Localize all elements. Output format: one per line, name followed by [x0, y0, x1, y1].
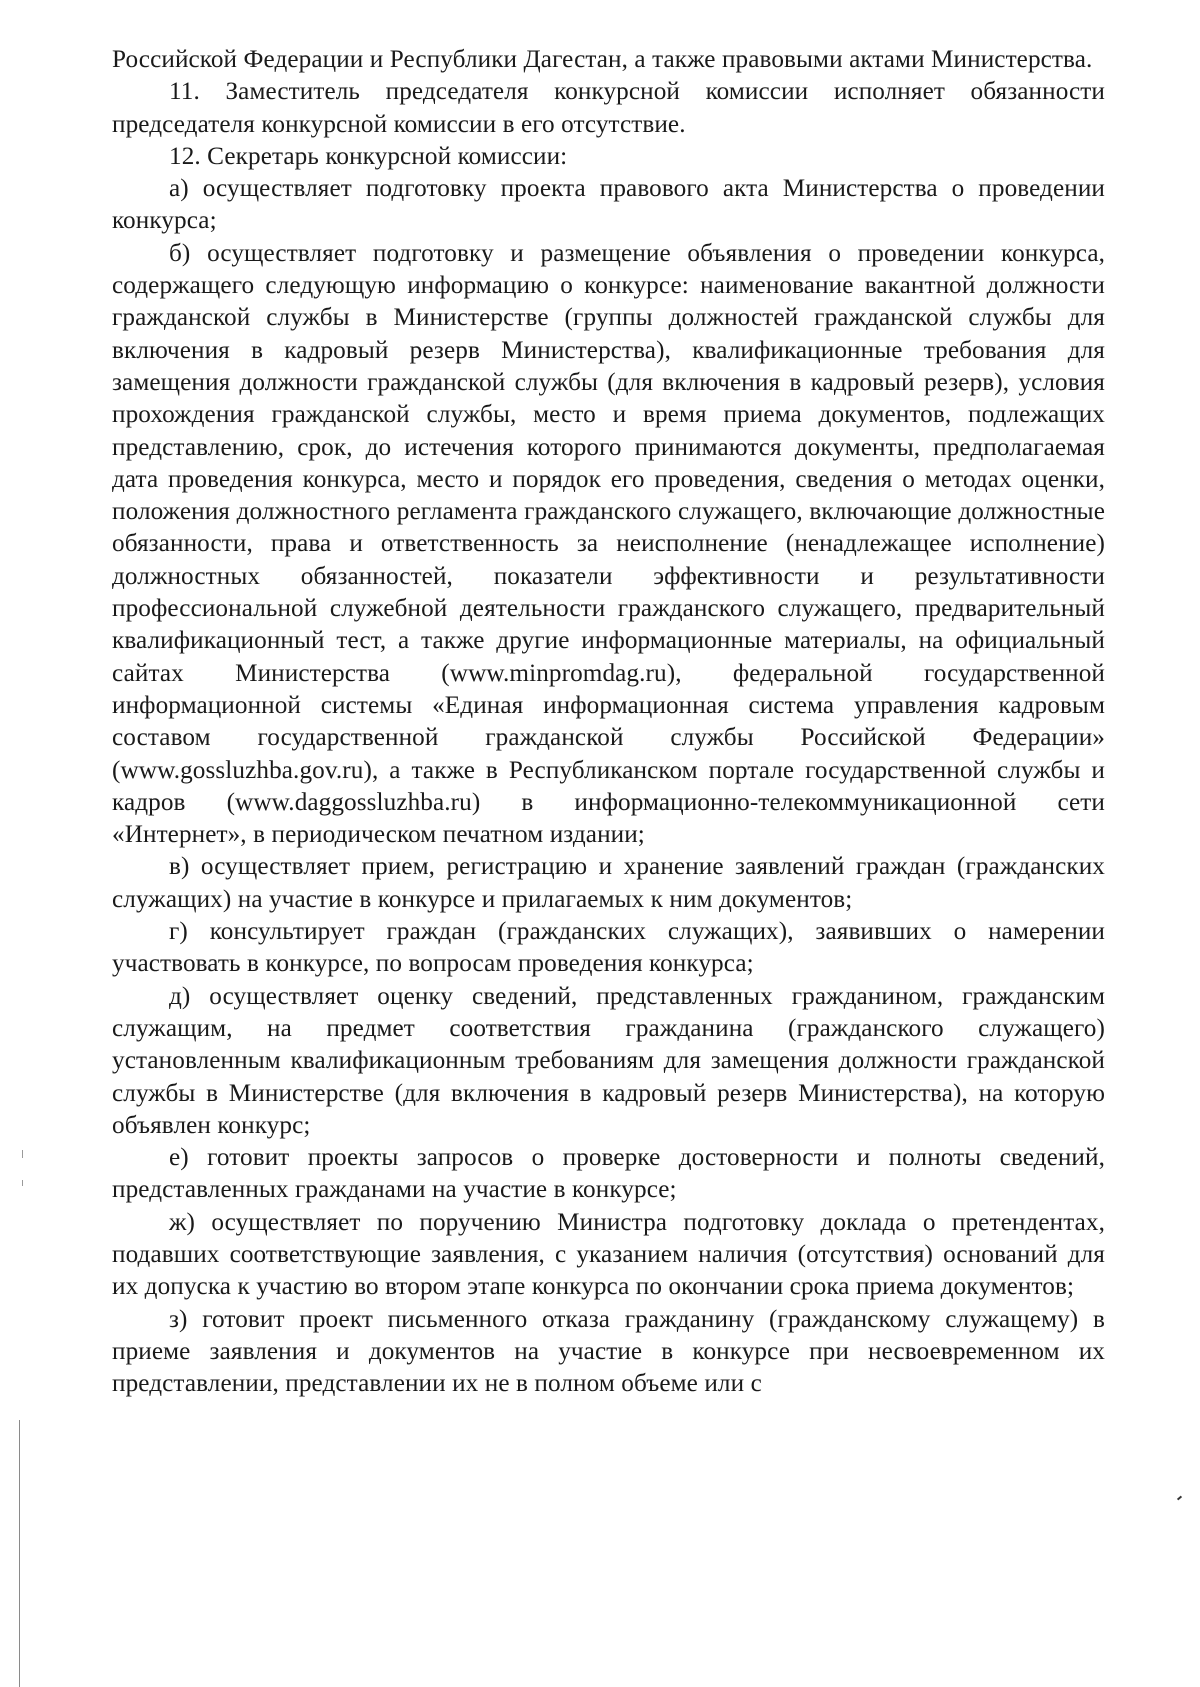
subitem-v: в) осуществляет прием, регистрацию и хранение заявлений граждан (гражданских служащих) на участие в конкурсе и прилагаемых к ним документов; [112, 853, 1105, 913]
subitem-e: е) готовит проекты запросов о проверке достоверности и полноты сведений, представленных гражданами на участие в конкурсе; [112, 1144, 1105, 1204]
subitem-b: б) осуществляет подготовку и размещение объявления о проведении конкурса, содержащего следующую информацию о конкурсе: наименование вакантной должности гражданской службы в Министерстве (группы должностей гражданской службы для включения в кадровый резерв Министерства), квалификационные требования для замещения должности гражданской службы (для включения в кадровый резерв), условия прохождения гражданской службы, место и время приема документов, подлежащих представлению, срок, до истечения которого принимаются документы, предполагаемая дата проведения конкурса, место и порядок его проведения, сведения о методах оценки, положения должностного регламента гражданского служащего, включающие должностные обязанности, права и ответственность за неисполнение (ненадлежащее исполнение) должностных обязанностей, показатели эффективности и результативности профессиональной служебной деятельности гражданского служащего, предварительный квалификационный тест, а также другие информационные материалы, на официальный сайтах Министерства (www.minpromdag.ru), федеральной государственной информационной системы «Единая информационная система управления кадровым составом государственной гражданской службы Российской Федерации» (www.gossluzhba.gov.ru), а также в Республиканском портале государственной службы и кадров (www.daggossluzhba.ru) в информационно-телекоммуникационной сети «Интернет», в периодическом печатном издании; [112, 239, 1105, 849]
subitem-z: з) готовит проект письменного отказа гражданину (гражданскому служащему) в приеме заявления и документов на участие в конкурсе при несвоевременном их представлении, представлении их не в полном объеме или с [112, 1305, 1105, 1398]
paragraph-continuation: Российской Федерации и Республики Дагестан, а также правовыми актами Министерства. [112, 46, 1093, 73]
subitem-d: д) осуществляет оценку сведений, представленных гражданином, гражданским служащим, на предмет соответствия гражданина (гражданского служащего) установленным квалификационным требованиям для замещения должности гражданской службы в Министерстве (для включения в кадровый резерв Министерства), на которую объявлен конкурс; [112, 982, 1105, 1139]
subitem-a: а) осуществляет подготовку проекта правового акта Министерства о проведении конкурса; [112, 175, 1105, 235]
scan-edge-line [19, 1420, 20, 1687]
document-body [112, 44, 1105, 1400]
scan-artifact-tick [1177, 1496, 1182, 1501]
paragraph-item-12: 12. Секретарь конкурсной комиссии: [169, 142, 568, 170]
subitem-g: г) консультирует граждан (гражданских служащих), заявивших о намерении участвовать в конкурсе, по вопросам проведения конкурса; [112, 918, 1105, 978]
scan-artifact-mark [22, 1180, 23, 1186]
subitem-zh: ж) осуществляет по поручению Министра подготовку доклада о претендентах, подавших соответствующие заявления, с указанием наличия (отсутствия) оснований для их допуска к участию во втором этапе конкурса по окончании срока приема документов; [112, 1208, 1105, 1301]
paragraph-item-11: 11. Заместитель председателя конкурсной комиссии исполняет обязанности председателя конкурсной комиссии в его отсутствие. [112, 78, 1105, 138]
scan-artifact-mark [22, 1150, 23, 1158]
